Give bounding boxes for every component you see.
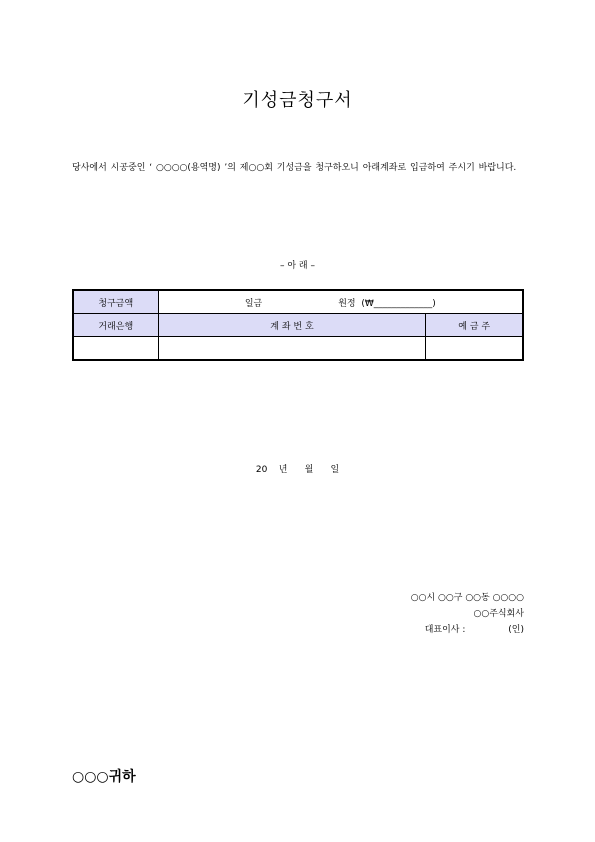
account-number-label: 계 좌 번 호 bbox=[158, 314, 426, 337]
sender-address: ○○시 ○○구 ○○동 ○○○○ bbox=[410, 593, 524, 603]
account-holder-value bbox=[426, 337, 523, 361]
table-row bbox=[73, 337, 523, 361]
amount-close: ) bbox=[432, 298, 436, 309]
table-row bbox=[73, 314, 523, 337]
date-line: 20 년 월 일 bbox=[255, 465, 340, 475]
account-number-value bbox=[158, 337, 426, 361]
recipient: ○○○귀하 bbox=[72, 769, 136, 785]
amount-prefix: 일금 bbox=[244, 298, 263, 309]
sender-representative: 대표이사 : (인) bbox=[424, 625, 524, 635]
table-row bbox=[73, 290, 523, 314]
intro-paragraph: 당사에서 시공중인 ‘ ○○○○(용역명) ’의 제○○회 기성금을 청구하오니 아래계좌로 입금하여 주시기 바랍니다. bbox=[72, 163, 517, 173]
amount-suffix: 원정 (₩ bbox=[338, 298, 374, 309]
sender-block bbox=[284, 590, 524, 638]
bank-label: 거래은행 bbox=[73, 314, 158, 337]
sender-company: ○○주식회사 bbox=[473, 609, 524, 619]
account-holder-label: 예 금 주 bbox=[426, 314, 523, 337]
claim-amount-label: 청구금액 bbox=[73, 290, 158, 314]
claim-table bbox=[72, 289, 524, 361]
claim-amount-cell bbox=[158, 290, 523, 314]
amount-blank: _____________ bbox=[373, 298, 433, 309]
bank-value bbox=[73, 337, 158, 361]
page-title: 기성금청구서 bbox=[242, 90, 353, 111]
notice-heading: – 아 래 – bbox=[280, 261, 315, 271]
